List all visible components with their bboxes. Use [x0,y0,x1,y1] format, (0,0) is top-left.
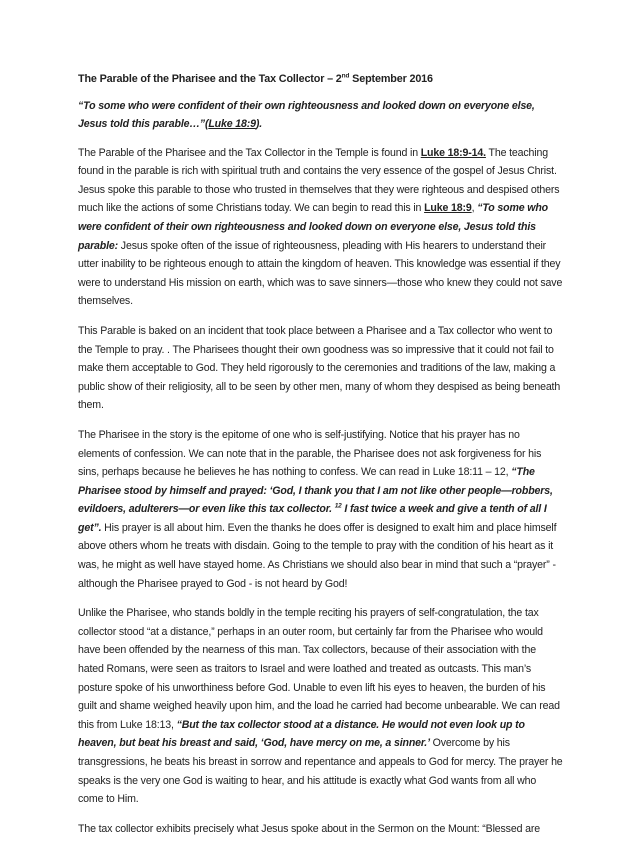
epigraph-quote: “To some who were confident of their own righteousness and looked down on everyone else, Jesus told this parable…”( [78,99,535,130]
paragraph-tax-collector [78,604,564,809]
p1-text-2: The teaching found in the parable is rich with spiritual truth and contains the very essence of the gospel of Jesus Christ. Jesus spoke this parable to those who trusted in themselves that they were righteous and despised others much like the actions of some Christians today. We can begin to read this in [78,146,560,215]
p1-text-3: , [471,202,475,215]
p3-text-1: The Pharisee in the story is the epitome of one who is self-justifying. Notice that his prayer has no elements of confession. We can note that in the parable, the Pharisee does not ask forgiveness for his sins, perhaps because he believes he has nothing to confess. We can read in Luke 18:11 – 12, [78,428,542,479]
p1-reference-1: Luke 18:9-14. [420,146,486,159]
epigraph [78,97,564,133]
p4-text-1: Unlike the Pharisee, who stands boldly in the temple reciting his prayers of self-congratulation, the tax collector stood “at a distance,” perhaps in an outer room, but certainly far from the Pharisee who would have been offended by the nearness of this man. Tax collectors, because of their association with the hated Romans, were seen as traitors to Israel and were loathed and treated as outcasts. This man’s posture spoke of his unworthiness before God. Unable to even lift his eyes to heaven, the burden of his guilt and shame weighed heavily upon him, and the load he carried had become unbearable. We can read this from Luke 18:13, [78,607,560,731]
title-superscript: nd [341,72,350,80]
epigraph-reference: Luke 18:9 [208,117,256,130]
paragraph-context: This Parable is baked on an incident that took place between a Pharisee and a Tax collector who went to the Temple to pray. . The Pharisees thought their own goodness was so impressive that it could not fail to make them acceptable to God. They held rigorously to the ceremonies and traditions of the law, making a public show of their religiosity, all to be seen by other men, many of whom they despised as being beneath them. [78,324,561,412]
title-date: September 2016 [349,73,433,85]
p3-quote-2: I fast twice a week and give a tenth of all I get”. [78,503,547,534]
document-body [78,70,564,849]
paragraph-intro [78,144,564,311]
p1-text-4: Jesus spoke often of the issue of righteousness, pleading with His hearers to understand their utter inability to be righteous enough to attain the kingdom of heaven. This knowledge was essential if they were to understand His mission on earth, which was to save sinners—those who knew they could not save themselves. [78,239,563,308]
p4-text-2: Overcome by his transgressions, he beats his breast in sorrow and repentance and appeals to God for mercy. The prayer he speaks is the very one God is waiting to hear, and his attitude is exactly what God wants from all who come to Him. [78,737,563,806]
p3-verse-number: 12 [334,502,342,510]
paragraph-sermon: The tax collector exhibits precisely what Jesus spoke about in the Sermon on the Mount: “Blessed are [78,822,540,835]
title-text: The Parable of the Pharisee and the Tax Collector – 2 [78,73,342,85]
document-title [78,70,564,89]
epigraph-close: ). [255,117,263,130]
p3-quote-1: “The Pharisee stood by himself and prayed: ‘God, I thank you that I am not like other people—robbers, evildoers, adulterers—or even like this tax collector. [78,466,553,516]
p3-text-2: His prayer is all about him. Even the thanks he does offer is designed to exalt him and place himself above others whom he treats with disdain. Going to the temple to pray with the condition of his heart as it was, he might as well have stayed home. As Christians we should also bear in mind that such a “prayer” - although the Pharisee prayed to God - is not heard by God! [78,521,557,590]
p1-text-1: The Parable of the Pharisee and the Tax Collector in the Temple is found in [78,146,421,159]
paragraph-pharisee [78,426,564,593]
p1-quote: “To some who were confident of their own righteousness and looked down on everyone else, Jesus told this parable: [78,202,548,252]
p1-reference-2: Luke 18:9 [424,202,472,215]
p4-quote: “But the tax collector stood at a distance. He would not even look up to heaven, but beat his breast and said, ‘God, have mercy on me, a sinner.’ [78,718,525,750]
